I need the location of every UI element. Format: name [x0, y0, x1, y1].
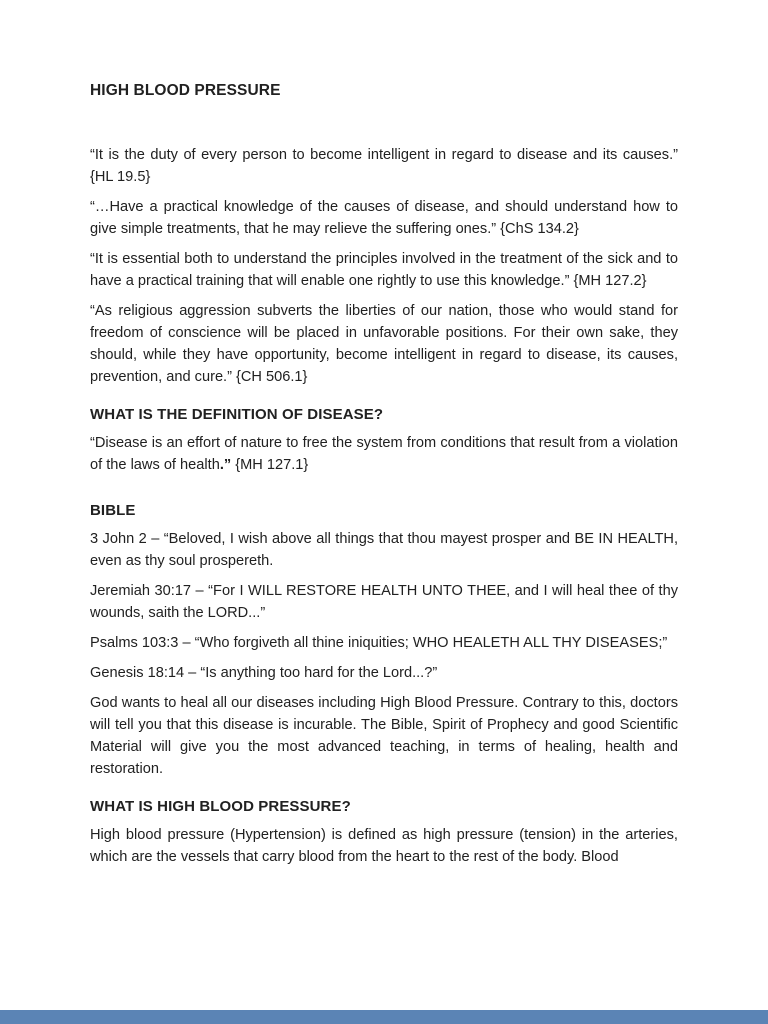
bible-verse-paragraph: 3 John 2 – “Beloved, I wish above all things that thou mayest prosper and BE IN HEALTH, even as thy soul prospereth. [90, 531, 678, 569]
section-heading-bible: BIBLE [90, 502, 136, 519]
document-title: HIGH BLOOD PRESSURE [90, 82, 281, 99]
bible-verse-paragraph: Psalms 103:3 – “Who forgiveth all thine iniquities; WHO HEALETH ALL THY DISEASES;” [90, 635, 668, 651]
intro-quote-paragraph: “As religious aggression subverts the liberties of our nation, those who would stand for freedom of conscience will be placed in unfavorable positions. For their own sake, they should, while they have opportunity, become intelligent in regard to disease, its causes, prevention, and cure.” {CH 506.1} [90, 303, 678, 385]
bible-commentary-paragraph: God wants to heal all our diseases including High Blood Pressure. Contrary to this, doctors will tell you that this disease is incurable. The Bible, Spirit of Prophecy and good Scientific Material will give you the most advanced teaching, in terms of healing, health and restoration. [90, 695, 678, 777]
section-heading-definition-of-disease: WHAT IS THE DEFINITION OF DISEASE? [90, 406, 384, 423]
definition-bold-quote-mark: .” [219, 457, 232, 473]
section-heading-what-is-hbp: WHAT IS HIGH BLOOD PRESSURE? [90, 798, 351, 815]
definition-paragraph [90, 432, 678, 476]
intro-quote-paragraph: “It is essential both to understand the principles involved in the treatment of the sick and to have a practical training that will enable one rightly to use this knowledge.” {MH 127.2} [90, 251, 678, 289]
viewer-page-gap-bar [0, 1010, 768, 1024]
intro-quote-paragraph: “It is the duty of every person to become intelligent in regard to disease and its causes.” {HL 19.5} [90, 147, 678, 185]
bible-verse-paragraph: Genesis 18:14 – “Is anything too hard for the Lord...?” [90, 665, 438, 681]
bible-verse-paragraph: Jeremiah 30:17 – “For I WILL RESTORE HEALTH UNTO THEE, and I will heal thee of thy wounds, saith the LORD...” [90, 583, 678, 621]
hbp-definition-paragraph: High blood pressure (Hypertension) is defined as high pressure (tension) in the arteries, which are the vessels that carry blood from the heart to the rest of the body. Blood [90, 827, 678, 865]
definition-citation: {MH 127.1} [231, 457, 309, 473]
intro-quote-paragraph: “…Have a practical knowledge of the causes of disease, and should understand how to give simple treatments, that he may relieve the suffering ones.” {ChS 134.2} [90, 199, 678, 237]
definition-text: “Disease is an effort of nature to free the system from conditions that result from a violation of the laws of health [90, 435, 678, 473]
